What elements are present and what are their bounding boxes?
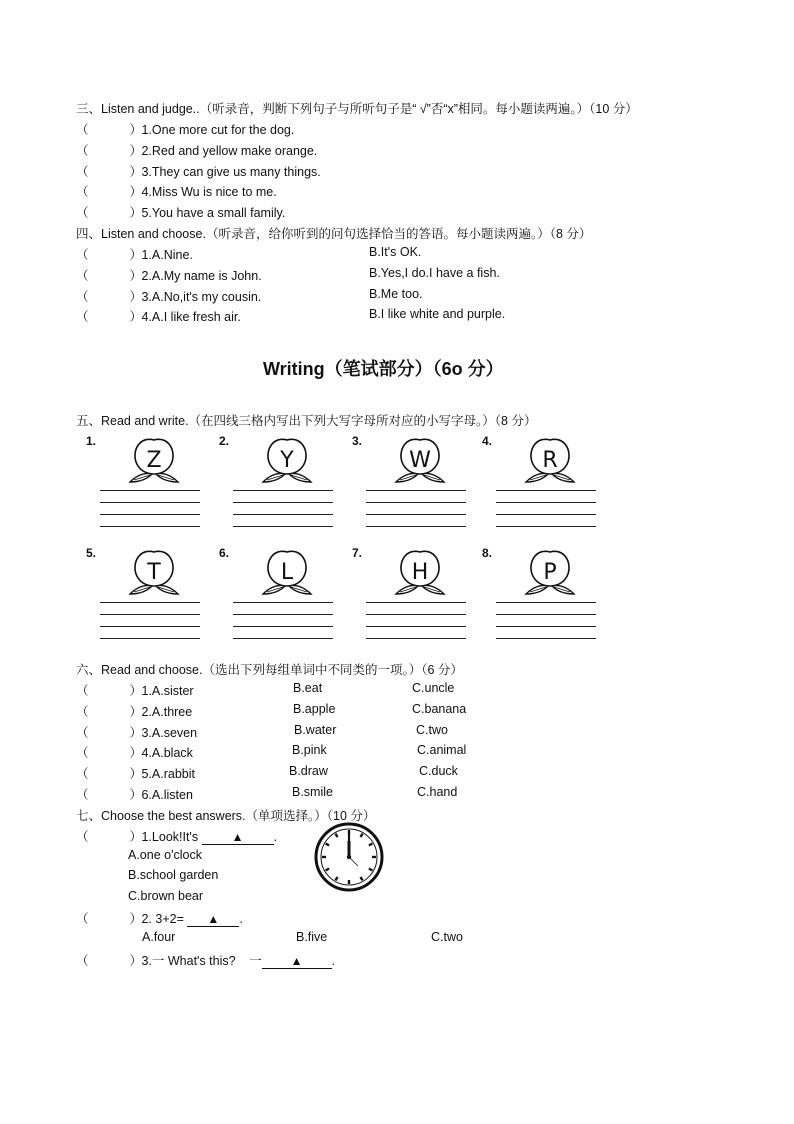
option-a: 4.A.black xyxy=(141,746,193,760)
capital-letter: H xyxy=(411,560,429,585)
list-item xyxy=(76,764,195,782)
paren-right: ） xyxy=(129,767,142,781)
paren-right: ） xyxy=(129,746,142,760)
letter-cell xyxy=(352,434,472,534)
section5-header: 五、Read and write.（在四线三格内写出下列大写字母所对应的小写字母。）（8 分） xyxy=(76,414,537,428)
peach-icon xyxy=(518,546,582,598)
list-item xyxy=(76,702,192,720)
paren-right: ） xyxy=(129,144,142,158)
writing-line xyxy=(366,502,466,503)
paren-right: ） xyxy=(129,123,142,137)
peach-icon xyxy=(388,434,452,486)
paren-left: （ xyxy=(76,123,89,137)
writing-line xyxy=(233,502,333,503)
paren-right: ） xyxy=(129,290,142,304)
option-b: B.I like white and purple. xyxy=(369,307,506,321)
option-c: C.animal xyxy=(417,743,467,757)
paren-left: （ xyxy=(76,206,89,220)
option-a: 4.A.I like fresh air. xyxy=(141,310,241,324)
option-a: 1.A.sister xyxy=(141,684,194,698)
item-text: 3.They can give us many things. xyxy=(141,165,321,179)
paren-left: （ xyxy=(76,684,89,698)
list-item xyxy=(76,681,194,699)
writing-line xyxy=(100,502,200,503)
list-item xyxy=(76,307,241,325)
paren-left: （ xyxy=(76,185,89,199)
writing-line xyxy=(366,490,466,491)
writing-line xyxy=(100,614,200,615)
writing-line xyxy=(496,514,596,515)
writing-line xyxy=(366,602,466,603)
letter-cell xyxy=(86,434,206,534)
writing-line xyxy=(496,602,596,603)
writing-title: Writing（笔试部分）（6o 分） xyxy=(263,359,504,379)
option-b: B.It's OK. xyxy=(369,245,422,259)
paren-left: （ xyxy=(76,830,89,844)
option-c: C.brown bear xyxy=(128,889,204,903)
peach-icon xyxy=(388,546,452,598)
capital-letter: Z xyxy=(146,448,162,473)
list-item xyxy=(76,120,294,138)
option-b: B.eat xyxy=(293,681,323,695)
option-c: C.banana xyxy=(412,702,467,716)
writing-line xyxy=(100,602,200,603)
paren-left: （ xyxy=(76,310,89,324)
question-1 xyxy=(76,827,277,845)
writing-line xyxy=(233,490,333,491)
paren-left: （ xyxy=(76,705,89,719)
writing-line xyxy=(233,614,333,615)
writing-line xyxy=(496,502,596,503)
writing-line xyxy=(366,626,466,627)
writing-line xyxy=(233,526,333,527)
paren-right: ） xyxy=(129,788,142,802)
writing-line xyxy=(233,514,333,515)
item-number: 3. xyxy=(352,434,363,448)
option-a: A.one o'clock xyxy=(128,848,202,862)
paren-right: ） xyxy=(129,248,142,262)
paren-right: ） xyxy=(129,165,142,179)
writing-line xyxy=(100,626,200,627)
list-item xyxy=(76,266,262,284)
paren-left: （ xyxy=(76,767,89,781)
peach-icon xyxy=(122,434,186,486)
paren-left: （ xyxy=(76,726,89,740)
question-2 xyxy=(76,909,243,927)
option-a: 6.A.listen xyxy=(141,788,193,802)
question-stem: 3.一 What's this? xyxy=(141,954,236,968)
list-item xyxy=(76,785,193,803)
option-c: C.two xyxy=(431,930,463,944)
section4-header: 四、Listen and choose.（听录音，给你听到的问句选择恰当的答语。每小题读两遍。）（8 分） xyxy=(76,227,592,241)
writing-line xyxy=(366,638,466,639)
fill-blank[interactable] xyxy=(187,913,239,927)
writing-lines[interactable] xyxy=(366,602,466,646)
item-text: 2.Red and yellow make orange. xyxy=(141,144,318,158)
writing-lines[interactable] xyxy=(233,602,333,646)
list-item xyxy=(76,245,193,263)
paren-left: （ xyxy=(76,165,89,179)
paren-right: ） xyxy=(129,206,142,220)
writing-line xyxy=(496,526,596,527)
list-item xyxy=(76,743,193,761)
item-number: 7. xyxy=(352,546,363,560)
option-a: 2.A.three xyxy=(141,705,193,719)
option-b: B.apple xyxy=(293,702,336,716)
list-item xyxy=(76,723,197,741)
option-c: C.two xyxy=(416,723,448,737)
peach-icon xyxy=(518,434,582,486)
item-number: 6. xyxy=(219,546,230,560)
question-3 xyxy=(76,951,335,969)
peach-icon xyxy=(255,434,319,486)
list-item xyxy=(76,287,261,305)
writing-line xyxy=(366,614,466,615)
item-number: 1. xyxy=(86,434,97,448)
period: . xyxy=(273,830,278,844)
capital-letter: P xyxy=(543,560,557,585)
item-number: 4. xyxy=(482,434,493,448)
item-text: 1.One more cut for the dog. xyxy=(141,123,295,137)
paren-right: ） xyxy=(129,726,142,740)
period: . xyxy=(239,912,243,926)
triangle-icon: ▲ xyxy=(290,954,303,968)
paren-left: （ xyxy=(76,290,89,304)
capital-letter: Y xyxy=(280,448,294,473)
peach-icon xyxy=(255,546,319,598)
letter-cell xyxy=(219,434,339,534)
option-b: B.water xyxy=(294,723,337,737)
writing-line xyxy=(366,526,466,527)
option-b: B.draw xyxy=(289,764,328,778)
item-number: 2. xyxy=(219,434,230,448)
period: . xyxy=(331,954,336,968)
list-item xyxy=(76,141,317,159)
paren-left: （ xyxy=(76,144,89,158)
writing-line xyxy=(100,514,200,515)
fill-blank[interactable] xyxy=(262,955,332,969)
writing-line xyxy=(496,490,596,491)
letter-cell xyxy=(482,434,602,534)
section3-header: 三、Listen and judge..（听录音，判断下列句子与所听句子是“ √”否“x”相同。每小题读两遍。）（10 分） xyxy=(76,102,638,116)
writing-lines[interactable] xyxy=(233,490,333,534)
option-a: 1.A.Nine. xyxy=(141,248,193,262)
writing-lines[interactable] xyxy=(100,490,200,534)
capital-letter: W xyxy=(409,448,431,473)
list-item xyxy=(76,182,277,200)
option-b: B.smile xyxy=(292,785,333,799)
item-text: 4.Miss Wu is nice to me. xyxy=(141,185,277,199)
option-c: C.hand xyxy=(417,785,458,799)
item-text: 5.You have a small family. xyxy=(141,206,286,220)
writing-line xyxy=(100,526,200,527)
option-a: 2.A.My name is John. xyxy=(141,269,262,283)
triangle-icon: ▲ xyxy=(207,912,220,926)
writing-lines[interactable] xyxy=(366,490,466,534)
writing-lines[interactable] xyxy=(496,490,596,534)
section7-header: 七、Choose the best answers.（单项选择。）（10 分） xyxy=(76,809,376,823)
triangle-icon: ▲ xyxy=(231,830,244,844)
option-b: B.Yes,I do.I have a fish. xyxy=(369,266,500,280)
paren-left: （ xyxy=(76,788,89,802)
list-item xyxy=(76,162,321,180)
writing-line xyxy=(496,638,596,639)
paren-right: ） xyxy=(129,684,142,698)
letter-cell xyxy=(86,546,206,646)
list-item xyxy=(76,203,285,221)
option-c: C.duck xyxy=(419,764,458,778)
paren-left: （ xyxy=(76,746,89,760)
option-a: A.four xyxy=(142,930,176,944)
writing-line xyxy=(100,638,200,639)
paren-left: （ xyxy=(76,912,89,926)
letter-cell xyxy=(352,546,472,646)
paren-right: ） xyxy=(129,912,142,926)
writing-lines[interactable] xyxy=(496,602,596,646)
item-number: 5. xyxy=(86,546,97,560)
paren-right: ） xyxy=(129,705,142,719)
option-b: B.five xyxy=(296,930,328,944)
writing-line xyxy=(233,602,333,603)
fill-blank[interactable] xyxy=(202,831,274,845)
writing-line xyxy=(233,626,333,627)
paren-right: ） xyxy=(129,830,142,844)
item-number: 8. xyxy=(482,546,493,560)
paren-left: （ xyxy=(76,954,89,968)
question-stem: 2. 3+2= xyxy=(141,912,184,926)
option-a: 5.A.rabbit xyxy=(141,767,195,781)
capital-letter: R xyxy=(542,448,558,473)
writing-line xyxy=(496,614,596,615)
paren-left: （ xyxy=(76,269,89,283)
section6-header: 六、Read and choose.（选出下列每组单词中不同类的一项。）（6 分） xyxy=(76,663,463,677)
writing-line xyxy=(366,514,466,515)
writing-line xyxy=(496,626,596,627)
question-stem: 1.Look!It's xyxy=(141,830,199,844)
option-c: C.uncle xyxy=(412,681,455,695)
paren-right: ） xyxy=(129,954,142,968)
writing-line xyxy=(100,490,200,491)
paren-left: （ xyxy=(76,248,89,262)
option-b: B.pink xyxy=(292,743,327,757)
peach-icon xyxy=(122,546,186,598)
paren-right: ） xyxy=(129,310,142,324)
letter-cell xyxy=(482,546,602,646)
writing-line xyxy=(233,638,333,639)
paren-right: ） xyxy=(129,269,142,283)
option-b: B.school garden xyxy=(128,868,219,882)
option-a: 3.A.No,it's my cousin. xyxy=(141,290,262,304)
dash: 一 xyxy=(249,954,262,968)
capital-letter: T xyxy=(147,560,161,585)
letter-cell xyxy=(219,546,339,646)
option-a: 3.A.seven xyxy=(141,726,198,740)
paren-right: ） xyxy=(129,185,142,199)
option-b: B.Me too. xyxy=(369,287,423,301)
clock-icon xyxy=(314,822,384,892)
capital-letter: L xyxy=(280,560,294,585)
writing-lines[interactable] xyxy=(100,602,200,646)
